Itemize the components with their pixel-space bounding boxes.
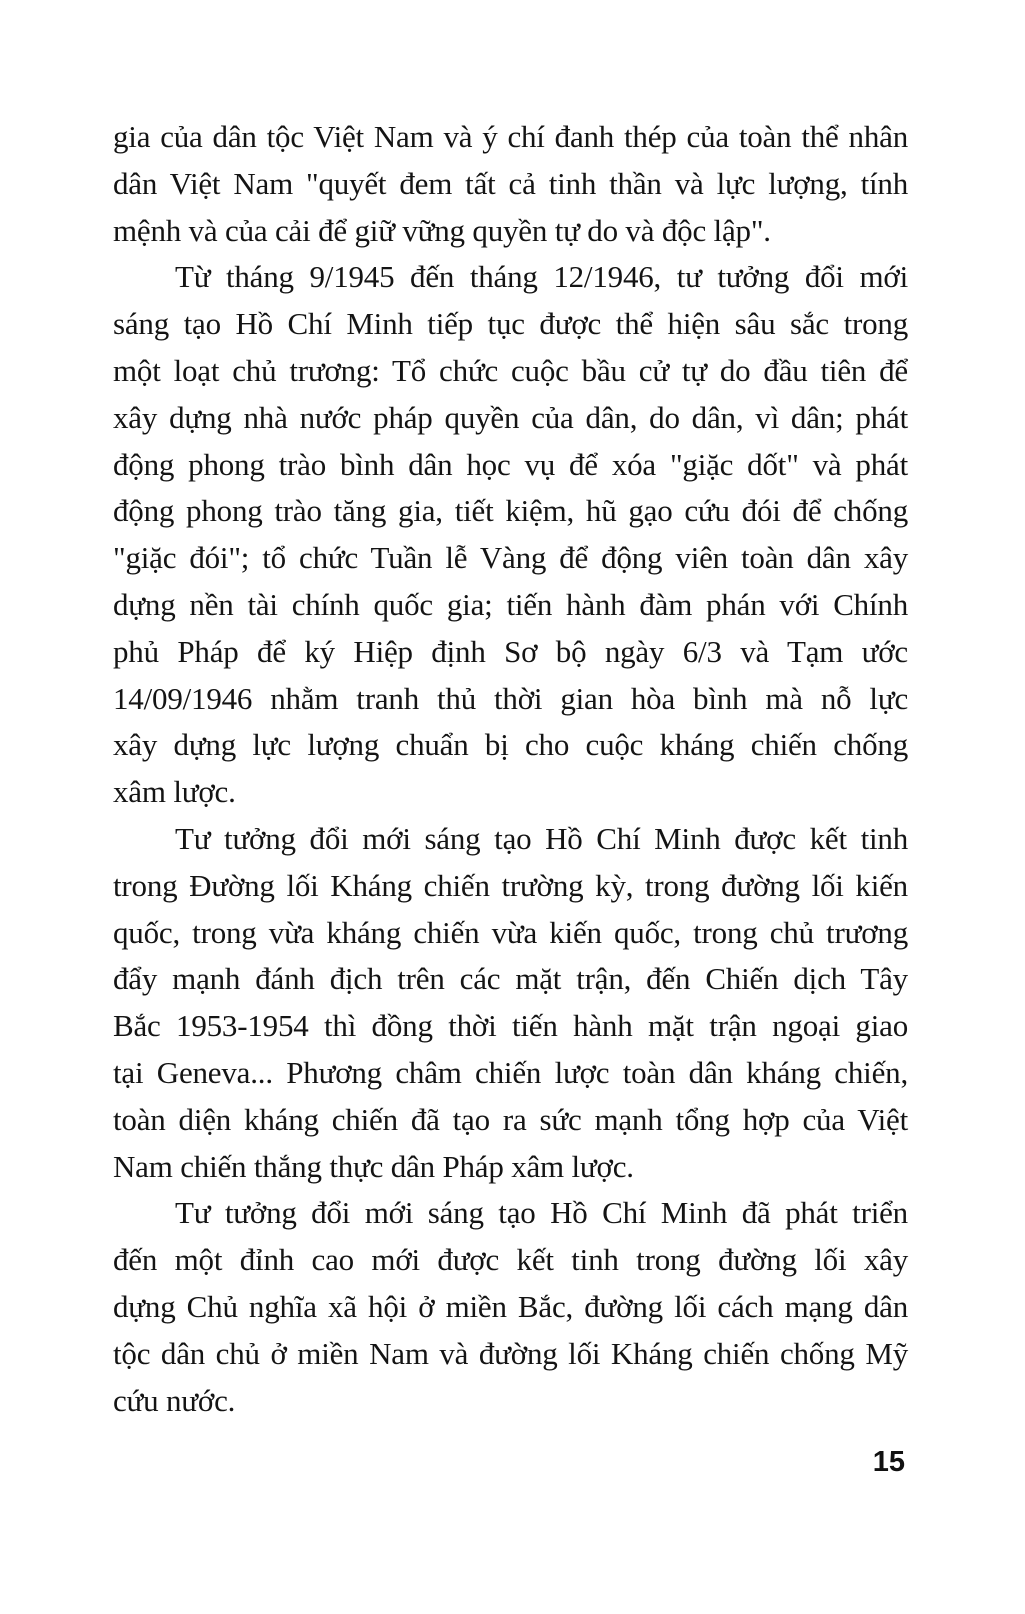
text-line: Bắc 1953-1954 thì đồng thời tiến hành mặt trận ngoại giao: [113, 1008, 908, 1044]
paragraph-2: [113, 254, 908, 816]
text-line: Tư tưởng đổi mới sáng tạo Hồ Chí Minh được kết tinh: [175, 820, 908, 856]
text-line: Tư tưởng đổi mới sáng tạo Hồ Chí Minh đã phát triển: [175, 1195, 908, 1231]
text-line: một loạt chủ trương: Tổ chức cuộc bầu cử tự do đầu tiên để: [113, 352, 908, 388]
paragraph-4: [113, 1190, 908, 1424]
text-line: động phong trào bình dân học vụ để xóa "giặc dốt" và phát: [113, 446, 908, 482]
text-line: tại Geneva... Phương châm chiến lược toàn dân kháng chiến,: [113, 1054, 908, 1090]
text-line: xây dựng lực lượng chuẩn bị cho cuộc kháng chiến chống: [113, 727, 908, 763]
text-line: phủ Pháp để ký Hiệp định Sơ bộ ngày 6/3 và Tạm ước: [113, 633, 908, 669]
text-line: dựng Chủ nghĩa xã hội ở miền Bắc, đường lối cách mạng dân: [113, 1288, 908, 1324]
text-line: mệnh và của cải để giữ vững quyền tự do và độc lập".: [113, 212, 771, 248]
text-line: tộc dân chủ ở miền Nam và đường lối Kháng chiến chống Mỹ: [113, 1335, 908, 1371]
text-line: đẩy mạnh đánh địch trên các mặt trận, đến Chiến dịch Tây: [113, 961, 908, 997]
text-line: đến một đỉnh cao mới được kết tinh trong đường lối xây: [113, 1242, 908, 1278]
text-line: quốc, trong vừa kháng chiến vừa kiến quốc, trong chủ trương: [113, 914, 908, 950]
text-line: gia của dân tộc Việt Nam và ý chí đanh thép của toàn thể nhân: [113, 119, 908, 154]
text-line: động phong trào tăng gia, tiết kiệm, hũ gạo cứu đói để chống: [113, 493, 908, 529]
text-line: xây dựng nhà nước pháp quyền của dân, do dân, vì dân; phát: [113, 399, 908, 435]
text-line: trong Đường lối Kháng chiến trường kỳ, trong đường lối kiến: [113, 867, 908, 903]
text-line: dân Việt Nam "quyết đem tất cả tinh thần và lực lượng, tính: [113, 165, 908, 201]
text-line: Từ tháng 9/1945 đến tháng 12/1946, tư tưởng đổi mới: [175, 259, 908, 295]
paragraph-3: [113, 816, 908, 1190]
text-line: sáng tạo Hồ Chí Minh tiếp tục được thể hiện sâu sắc trong: [113, 306, 908, 342]
text-line: 14/09/1946 nhằm tranh thủ thời gian hòa bình mà nỗ lực: [113, 680, 908, 716]
text-line: "giặc đói"; tổ chức Tuần lễ Vàng để động viên toàn dân xây: [113, 540, 908, 576]
text-line: toàn diện kháng chiến đã tạo ra sức mạnh tổng hợp của Việt: [113, 1101, 908, 1137]
text-line: xâm lược.: [113, 774, 236, 810]
paragraph-continuation: [113, 114, 908, 254]
page-text-block: [113, 114, 908, 1424]
text-line: Nam chiến thắng thực dân Pháp xâm lược.: [113, 1148, 634, 1184]
page-number: 15: [872, 1446, 905, 1478]
text-line: dựng nền tài chính quốc gia; tiến hành đàm phán với Chính: [113, 586, 908, 622]
text-line: cứu nước.: [113, 1382, 236, 1418]
